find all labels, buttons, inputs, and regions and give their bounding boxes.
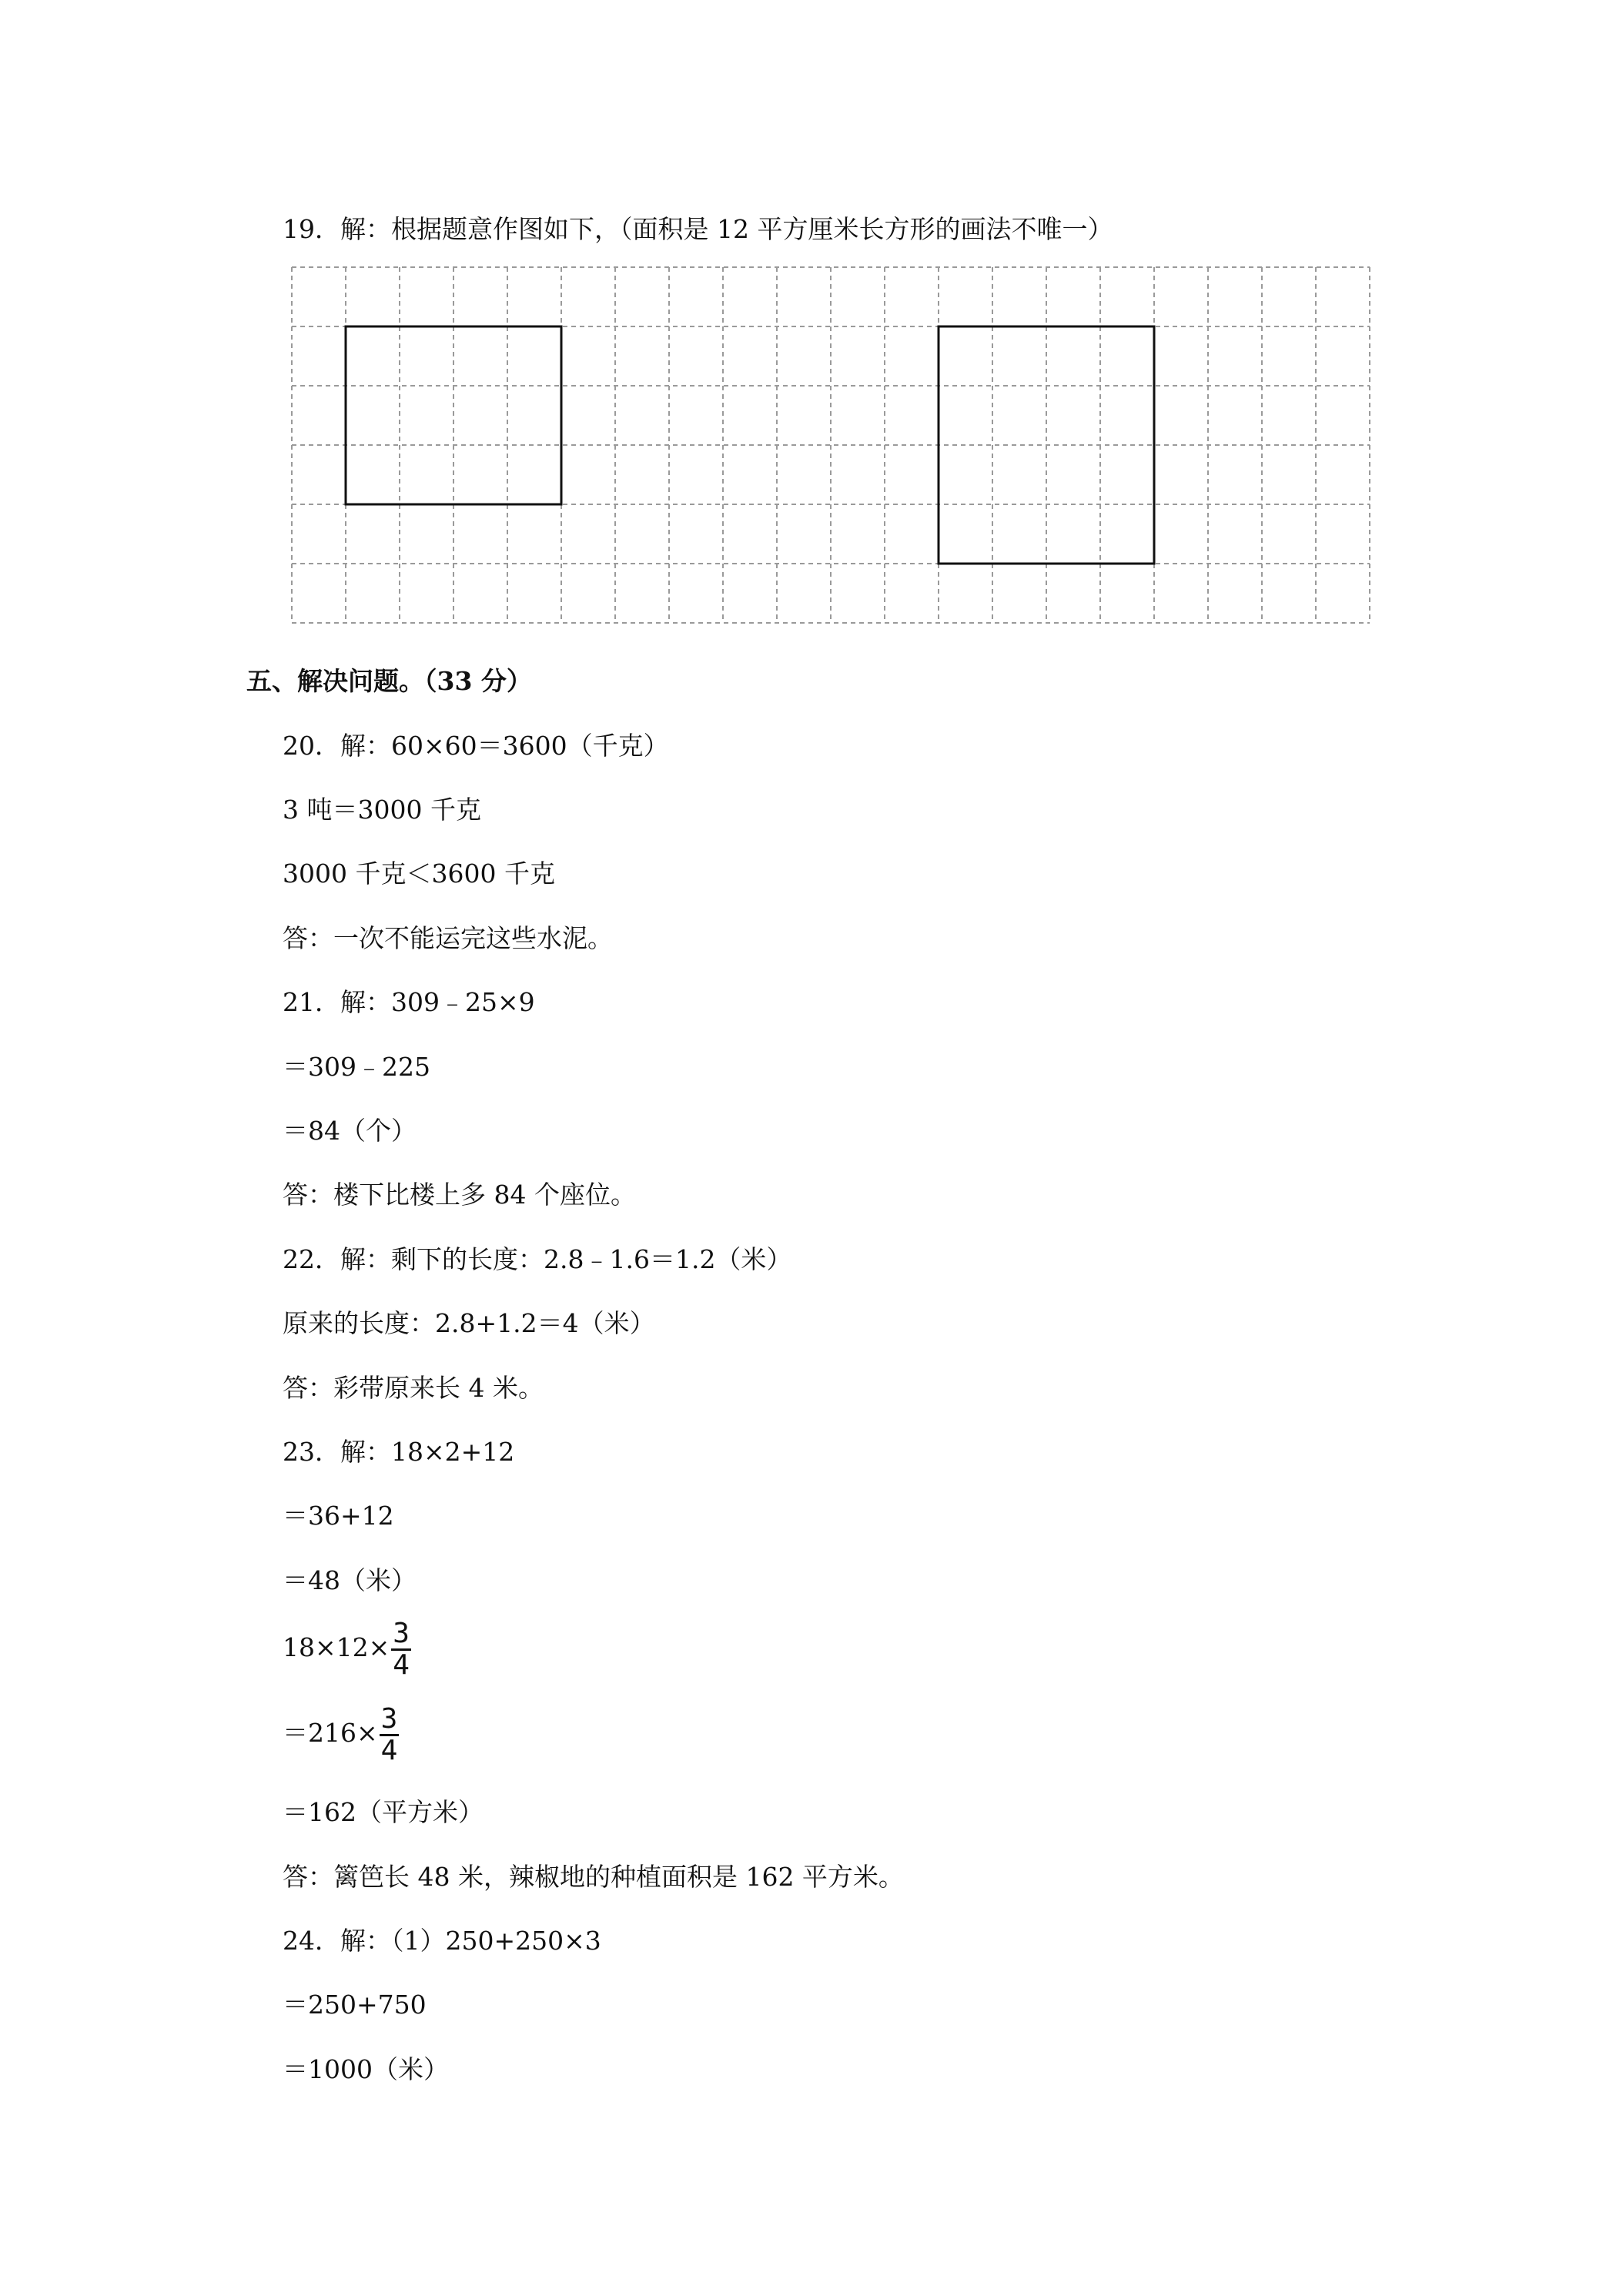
fraction-denominator-2: 4 [380, 1734, 398, 1766]
fraction-numerator-2: 3 [380, 1702, 398, 1735]
q22-line-2: 原来的长度：2.8+1.2＝4（米） [283, 1308, 655, 1338]
fraction-numerator: 3 [393, 1617, 410, 1649]
q19-text: 19．解：根据题意作图如下，（面积是 12 平方厘米长方形的画法不唯一） [283, 214, 1113, 244]
q20-answer: 答：一次不能运完这些水泥。 [283, 923, 613, 953]
q20-line-1: 20．解：60×60＝3600（千克） [283, 731, 669, 761]
grid-svg [289, 264, 1370, 631]
q23-result: ＝162（平方米） [283, 1797, 484, 1827]
q21-line-1: 21．解：309﹣25×9 [283, 987, 535, 1017]
fraction-three-quarters-2 [380, 1702, 400, 1766]
q23-fraction-line-1 [283, 1613, 411, 1682]
q21-line-3: ＝84（个） [283, 1116, 417, 1146]
q23-fraction-line-1-prefix: 18×12× [283, 1632, 390, 1662]
section-5-title: 五、解决问题。（33 分） [246, 666, 532, 696]
q20-line-2: 3 吨＝3000 千克 [283, 795, 481, 825]
q20-line-3: 3000 千克＜3600 千克 [283, 858, 555, 889]
dotted-grid-figure [289, 264, 1370, 631]
q22-answer: 答：彩带原来长 4 米。 [283, 1373, 544, 1403]
q23-fraction-line-2-prefix: ＝216× [283, 1718, 378, 1748]
q22-line-1: 22．解：剩下的长度：2.8﹣1.6＝1.2（米） [283, 1244, 792, 1274]
q24-line-2: ＝250+750 [283, 1990, 427, 2020]
q24-line-3: ＝1000（米） [283, 2054, 449, 2084]
q23-answer: 答：篱笆长 48 米，辣椒地的种植面积是 162 平方米。 [283, 1862, 904, 1892]
q23-line-3: ＝48（米） [283, 1565, 417, 1595]
fraction-denominator: 4 [393, 1648, 410, 1681]
q23-line-2: ＝36+12 [283, 1501, 394, 1531]
fraction-three-quarters [391, 1617, 411, 1681]
q21-line-2: ＝309﹣225 [283, 1052, 430, 1082]
q23-fraction-line-2 [283, 1699, 399, 1768]
q23-line-1: 23．解：18×2+12 [283, 1437, 515, 1467]
q24-line-1: 24．解：（1）250+250×3 [283, 1926, 601, 1956]
q21-answer: 答：楼下比楼上多 84 个座位。 [283, 1180, 636, 1210]
